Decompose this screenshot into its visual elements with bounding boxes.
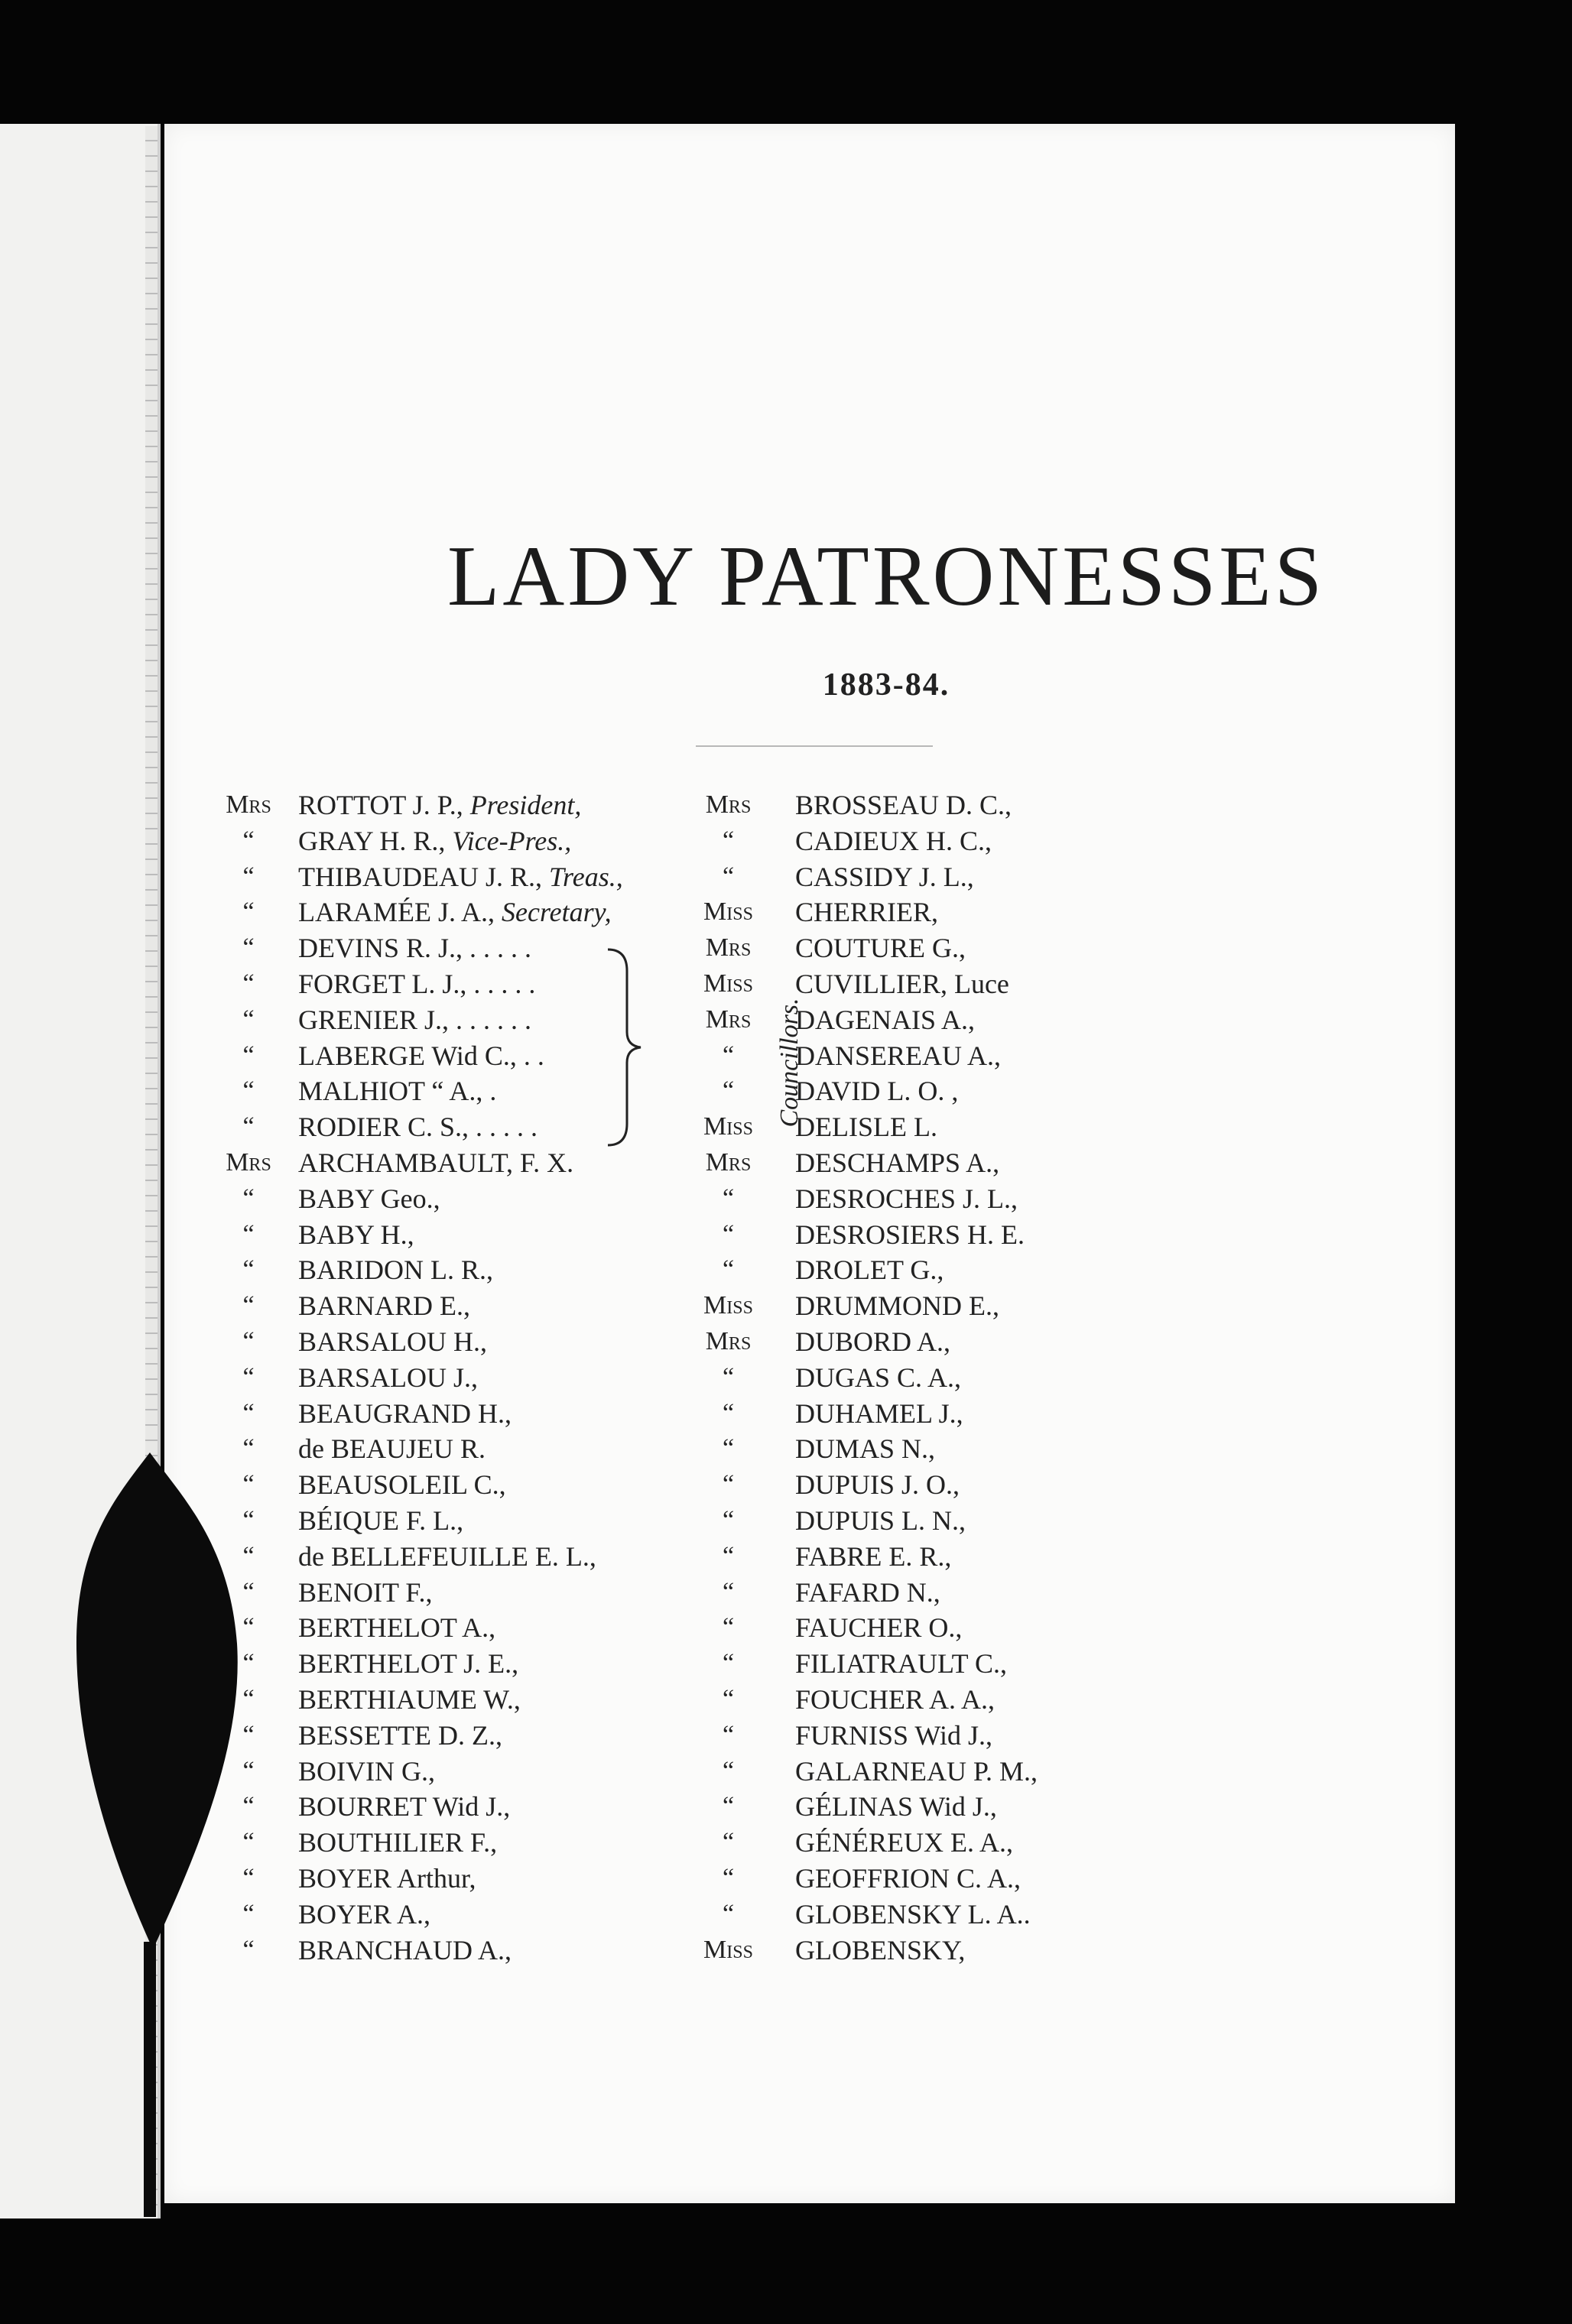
- patroness-name: BOYER A.,: [298, 1898, 431, 1930]
- honorific-prefix: “: [722, 1398, 735, 1427]
- honorific-prefix: Miss: [703, 1935, 753, 1964]
- patroness-name: DESROCHES J. L.,: [795, 1183, 1018, 1214]
- list-item: [692, 1754, 1273, 1790]
- patroness-name: DAVID L. O. ,: [795, 1076, 959, 1107]
- honorific-prefix: Mrs: [705, 933, 752, 962]
- honorific-prefix: “: [722, 1684, 735, 1713]
- patroness-name: FOUCHER A. A.,: [795, 1683, 995, 1715]
- honorific-prefix: “: [722, 1541, 735, 1570]
- list-item: [692, 1431, 1273, 1467]
- honorific-prefix: “: [242, 1684, 255, 1713]
- honorific-prefix: “: [242, 1112, 255, 1141]
- list-item: [692, 966, 1273, 1002]
- decorative-rule: [696, 745, 933, 747]
- patroness-name: DANSEREAU A.,: [795, 1040, 1002, 1071]
- patroness-name: MALHIOT “ A., .: [298, 1076, 497, 1107]
- councillors-label: Councillors.: [775, 998, 804, 1128]
- patroness-name: DESROSIERS H. E.: [795, 1219, 1025, 1250]
- list-item: [692, 1539, 1273, 1575]
- list-item: [692, 1360, 1273, 1396]
- honorific-prefix: “: [722, 1577, 735, 1606]
- patroness-name: BARNARD E.,: [298, 1290, 471, 1322]
- honorific-prefix: “: [242, 1649, 255, 1678]
- patroness-name: GLOBENSKY,: [795, 1934, 966, 1965]
- honorific-prefix: “: [242, 1720, 255, 1749]
- honorific-prefix: “: [242, 1828, 255, 1857]
- patroness-name: FABRE E. R.,: [795, 1540, 952, 1572]
- honorific-prefix: “: [722, 1863, 735, 1892]
- list-item: [692, 1181, 1273, 1217]
- patroness-name: FAUCHER O.,: [795, 1612, 963, 1644]
- patroness-name: FORGET L. J., . . . . .: [298, 968, 536, 999]
- honorific-prefix: “: [242, 1577, 255, 1606]
- patroness-name: de BEAUJEU R.: [298, 1433, 486, 1465]
- patroness-name: BOUTHILIER F.,: [298, 1827, 498, 1858]
- page-title: LADY PATRONESSES: [447, 529, 1325, 624]
- patroness-name: BOURRET Wid J.,: [298, 1791, 511, 1823]
- honorific-prefix: Mrs: [226, 790, 271, 819]
- patroness-name: DUPUIS J. O.,: [795, 1469, 960, 1501]
- patroness-name: BEAUSOLEIL C.,: [298, 1469, 506, 1501]
- patroness-name: DROLET G.,: [795, 1255, 944, 1286]
- patroness-name: BÉIQUE F. L.,: [298, 1504, 464, 1536]
- honorific-prefix: “: [242, 933, 255, 962]
- patroness-name: GÉNÉREUX E. A.,: [795, 1827, 1013, 1858]
- honorific-prefix: “: [242, 1219, 255, 1248]
- honorific-prefix: “: [242, 1076, 255, 1105]
- list-item: [692, 1789, 1273, 1825]
- honorific-prefix: Mrs: [226, 1147, 271, 1177]
- list-item: [692, 930, 1273, 966]
- patroness-name: DRUMMOND E.,: [795, 1290, 1000, 1322]
- honorific-prefix: “: [242, 1040, 255, 1069]
- list-item: [692, 1718, 1273, 1754]
- honorific-prefix: “: [242, 1756, 255, 1785]
- list-item: [692, 1145, 1273, 1181]
- patroness-name: FILIATRAULT C.,: [795, 1648, 1008, 1680]
- honorific-prefix: “: [722, 1183, 735, 1212]
- honorific-prefix: “: [722, 1756, 735, 1785]
- patroness-name: DUMAS N.,: [795, 1433, 936, 1465]
- patroness-name: BABY H.,: [298, 1219, 414, 1250]
- list-item: [692, 787, 1273, 823]
- honorific-prefix: “: [722, 1828, 735, 1857]
- patroness-name: COUTURE G.,: [795, 933, 966, 964]
- honorific-prefix: “: [722, 1899, 735, 1928]
- patroness-name: GÉLINAS Wid J.,: [795, 1791, 997, 1823]
- page-year: 1883-84.: [822, 667, 950, 703]
- honorific-prefix: “: [242, 1005, 255, 1034]
- patroness-name: BROSSEAU D. C.,: [795, 790, 1012, 820]
- honorific-prefix: “: [242, 862, 255, 891]
- patroness-name: CADIEUX H. C.,: [795, 825, 992, 856]
- list-item: [692, 1396, 1273, 1432]
- patroness-name: ROTTOT J. P., President,: [298, 790, 582, 820]
- list-item: [692, 894, 1273, 930]
- honorific-prefix: Mrs: [705, 790, 752, 819]
- honorific-prefix: “: [242, 1470, 255, 1499]
- patroness-name: BABY Geo.,: [298, 1183, 440, 1214]
- honorific-prefix: “: [722, 1219, 735, 1248]
- honorific-prefix: “: [242, 1326, 255, 1355]
- list-item: [692, 1682, 1273, 1718]
- list-item: [692, 1575, 1273, 1611]
- patroness-name: GRAY H. R., Vice-Pres.,: [298, 825, 572, 856]
- honorific-prefix: “: [242, 1935, 255, 1964]
- honorific-prefix: Mrs: [705, 1005, 752, 1034]
- patroness-name: DEVINS R. J., . . . . .: [298, 933, 532, 964]
- honorific-prefix: “: [722, 1255, 735, 1284]
- patroness-name: LABERGE Wid C., . .: [298, 1040, 544, 1071]
- honorific-prefix: “: [722, 1362, 735, 1391]
- patroness-name: ARCHAMBAULT, F. X.: [298, 1147, 574, 1178]
- patroness-name: THIBAUDEAU J. R., Treas.,: [298, 861, 623, 892]
- patroness-name: DUGAS C. A.,: [795, 1362, 962, 1393]
- patroness-list-right: [692, 787, 1273, 1968]
- patroness-name: BARSALOU J.,: [298, 1362, 479, 1393]
- patroness-name: BARSALOU H.,: [298, 1326, 488, 1357]
- patroness-name: BERTHELOT A.,: [298, 1612, 496, 1644]
- honorific-prefix: Miss: [703, 969, 753, 998]
- honorific-prefix: “: [722, 1613, 735, 1642]
- patroness-name: BENOIT F.,: [298, 1576, 433, 1608]
- patroness-name: CUVILLIER, Luce: [795, 968, 1009, 999]
- honorific-prefix: “: [242, 1291, 255, 1320]
- officer-role: Treas.,: [549, 861, 623, 892]
- patroness-name: de BELLEFEUILLE E. L.,: [298, 1540, 596, 1572]
- honorific-prefix: “: [722, 1720, 735, 1749]
- patroness-name: CASSIDY J. L.,: [795, 861, 974, 892]
- honorific-prefix: “: [242, 897, 255, 927]
- list-item: [692, 823, 1273, 859]
- patroness-name: GEOFFRION C. A.,: [795, 1862, 1021, 1894]
- patroness-name: DUPUIS L. N.,: [795, 1504, 966, 1536]
- list-item: [692, 1503, 1273, 1539]
- patroness-name: DUBORD A.,: [795, 1326, 951, 1357]
- honorific-prefix: “: [722, 826, 735, 855]
- honorific-prefix: “: [722, 1434, 735, 1463]
- officer-role: Secretary,: [502, 897, 612, 928]
- honorific-prefix: “: [242, 1541, 255, 1570]
- honorific-prefix: “: [722, 862, 735, 891]
- honorific-prefix: “: [722, 1505, 735, 1534]
- patroness-name: BRANCHAUD A.,: [298, 1934, 512, 1965]
- facing-page-edge: [0, 124, 161, 2219]
- honorific-prefix: “: [242, 1398, 255, 1427]
- patroness-name: BOYER Arthur,: [298, 1862, 476, 1894]
- list-item: [692, 1825, 1273, 1861]
- list-item: [692, 1646, 1273, 1682]
- patroness-name: LARAMÉE J. A., Secretary,: [298, 897, 612, 928]
- honorific-prefix: “: [722, 1792, 735, 1821]
- honorific-prefix: “: [242, 1505, 255, 1534]
- list-item: [692, 1217, 1273, 1253]
- honorific-prefix: Mrs: [705, 1147, 752, 1177]
- patroness-name: BOIVIN G.,: [298, 1755, 435, 1787]
- list-item: [692, 1933, 1273, 1969]
- councillors-brace-icon: [604, 948, 650, 1147]
- patroness-name: GLOBENSKY L. A..: [795, 1898, 1031, 1930]
- patroness-name: BARIDON L. R.,: [298, 1255, 494, 1286]
- patroness-name: RODIER C. S., . . . . .: [298, 1112, 538, 1143]
- officer-role: President,: [469, 790, 582, 820]
- honorific-prefix: “: [242, 1863, 255, 1892]
- list-item: [692, 1252, 1273, 1288]
- patroness-name: DAGENAIS A.,: [795, 1004, 976, 1035]
- honorific-prefix: “: [242, 1183, 255, 1212]
- patroness-name: GALARNEAU P. M.,: [795, 1755, 1038, 1787]
- honorific-prefix: “: [722, 1076, 735, 1105]
- honorific-prefix: “: [242, 969, 255, 998]
- patroness-name: BESSETTE D. Z.,: [298, 1719, 502, 1751]
- honorific-prefix: Miss: [703, 1291, 753, 1320]
- patroness-name: FAFARD N.,: [795, 1576, 940, 1608]
- list-item: [692, 1610, 1273, 1646]
- list-item: [692, 1288, 1273, 1324]
- honorific-prefix: “: [242, 1255, 255, 1284]
- patroness-name: CHERRIER,: [795, 897, 939, 928]
- list-item: [692, 1467, 1273, 1503]
- honorific-prefix: “: [722, 1649, 735, 1678]
- honorific-prefix: “: [242, 1613, 255, 1642]
- honorific-prefix: “: [242, 1434, 255, 1463]
- facing-page-torn-edge: [145, 126, 158, 2217]
- list-item: [692, 1897, 1273, 1933]
- patroness-name: DESCHAMPS A.,: [795, 1147, 1000, 1178]
- honorific-prefix: “: [242, 826, 255, 855]
- patroness-name: FURNISS Wid J.,: [795, 1719, 992, 1751]
- patroness-name: GRENIER J., . . . . . .: [298, 1004, 531, 1035]
- honorific-prefix: “: [722, 1470, 735, 1499]
- honorific-prefix: “: [722, 1040, 735, 1069]
- honorific-prefix: “: [242, 1899, 255, 1928]
- honorific-prefix: Mrs: [705, 1326, 752, 1355]
- honorific-prefix: “: [242, 1362, 255, 1391]
- patroness-name: DUHAMEL J.,: [795, 1397, 963, 1429]
- patroness-name: DELISLE L.: [795, 1112, 937, 1143]
- patroness-name: BEAUGRAND H.,: [298, 1397, 512, 1429]
- patroness-name: BERTHELOT J. E.,: [298, 1648, 519, 1680]
- list-item: [692, 859, 1273, 895]
- honorific-prefix: Miss: [703, 1112, 753, 1141]
- officer-role: Vice-Pres.,: [452, 825, 572, 856]
- list-item: [692, 1861, 1273, 1897]
- honorific-prefix: Miss: [703, 897, 753, 927]
- patroness-name: BERTHIAUME W.,: [298, 1683, 521, 1715]
- list-item: [692, 1324, 1273, 1360]
- honorific-prefix: “: [242, 1792, 255, 1821]
